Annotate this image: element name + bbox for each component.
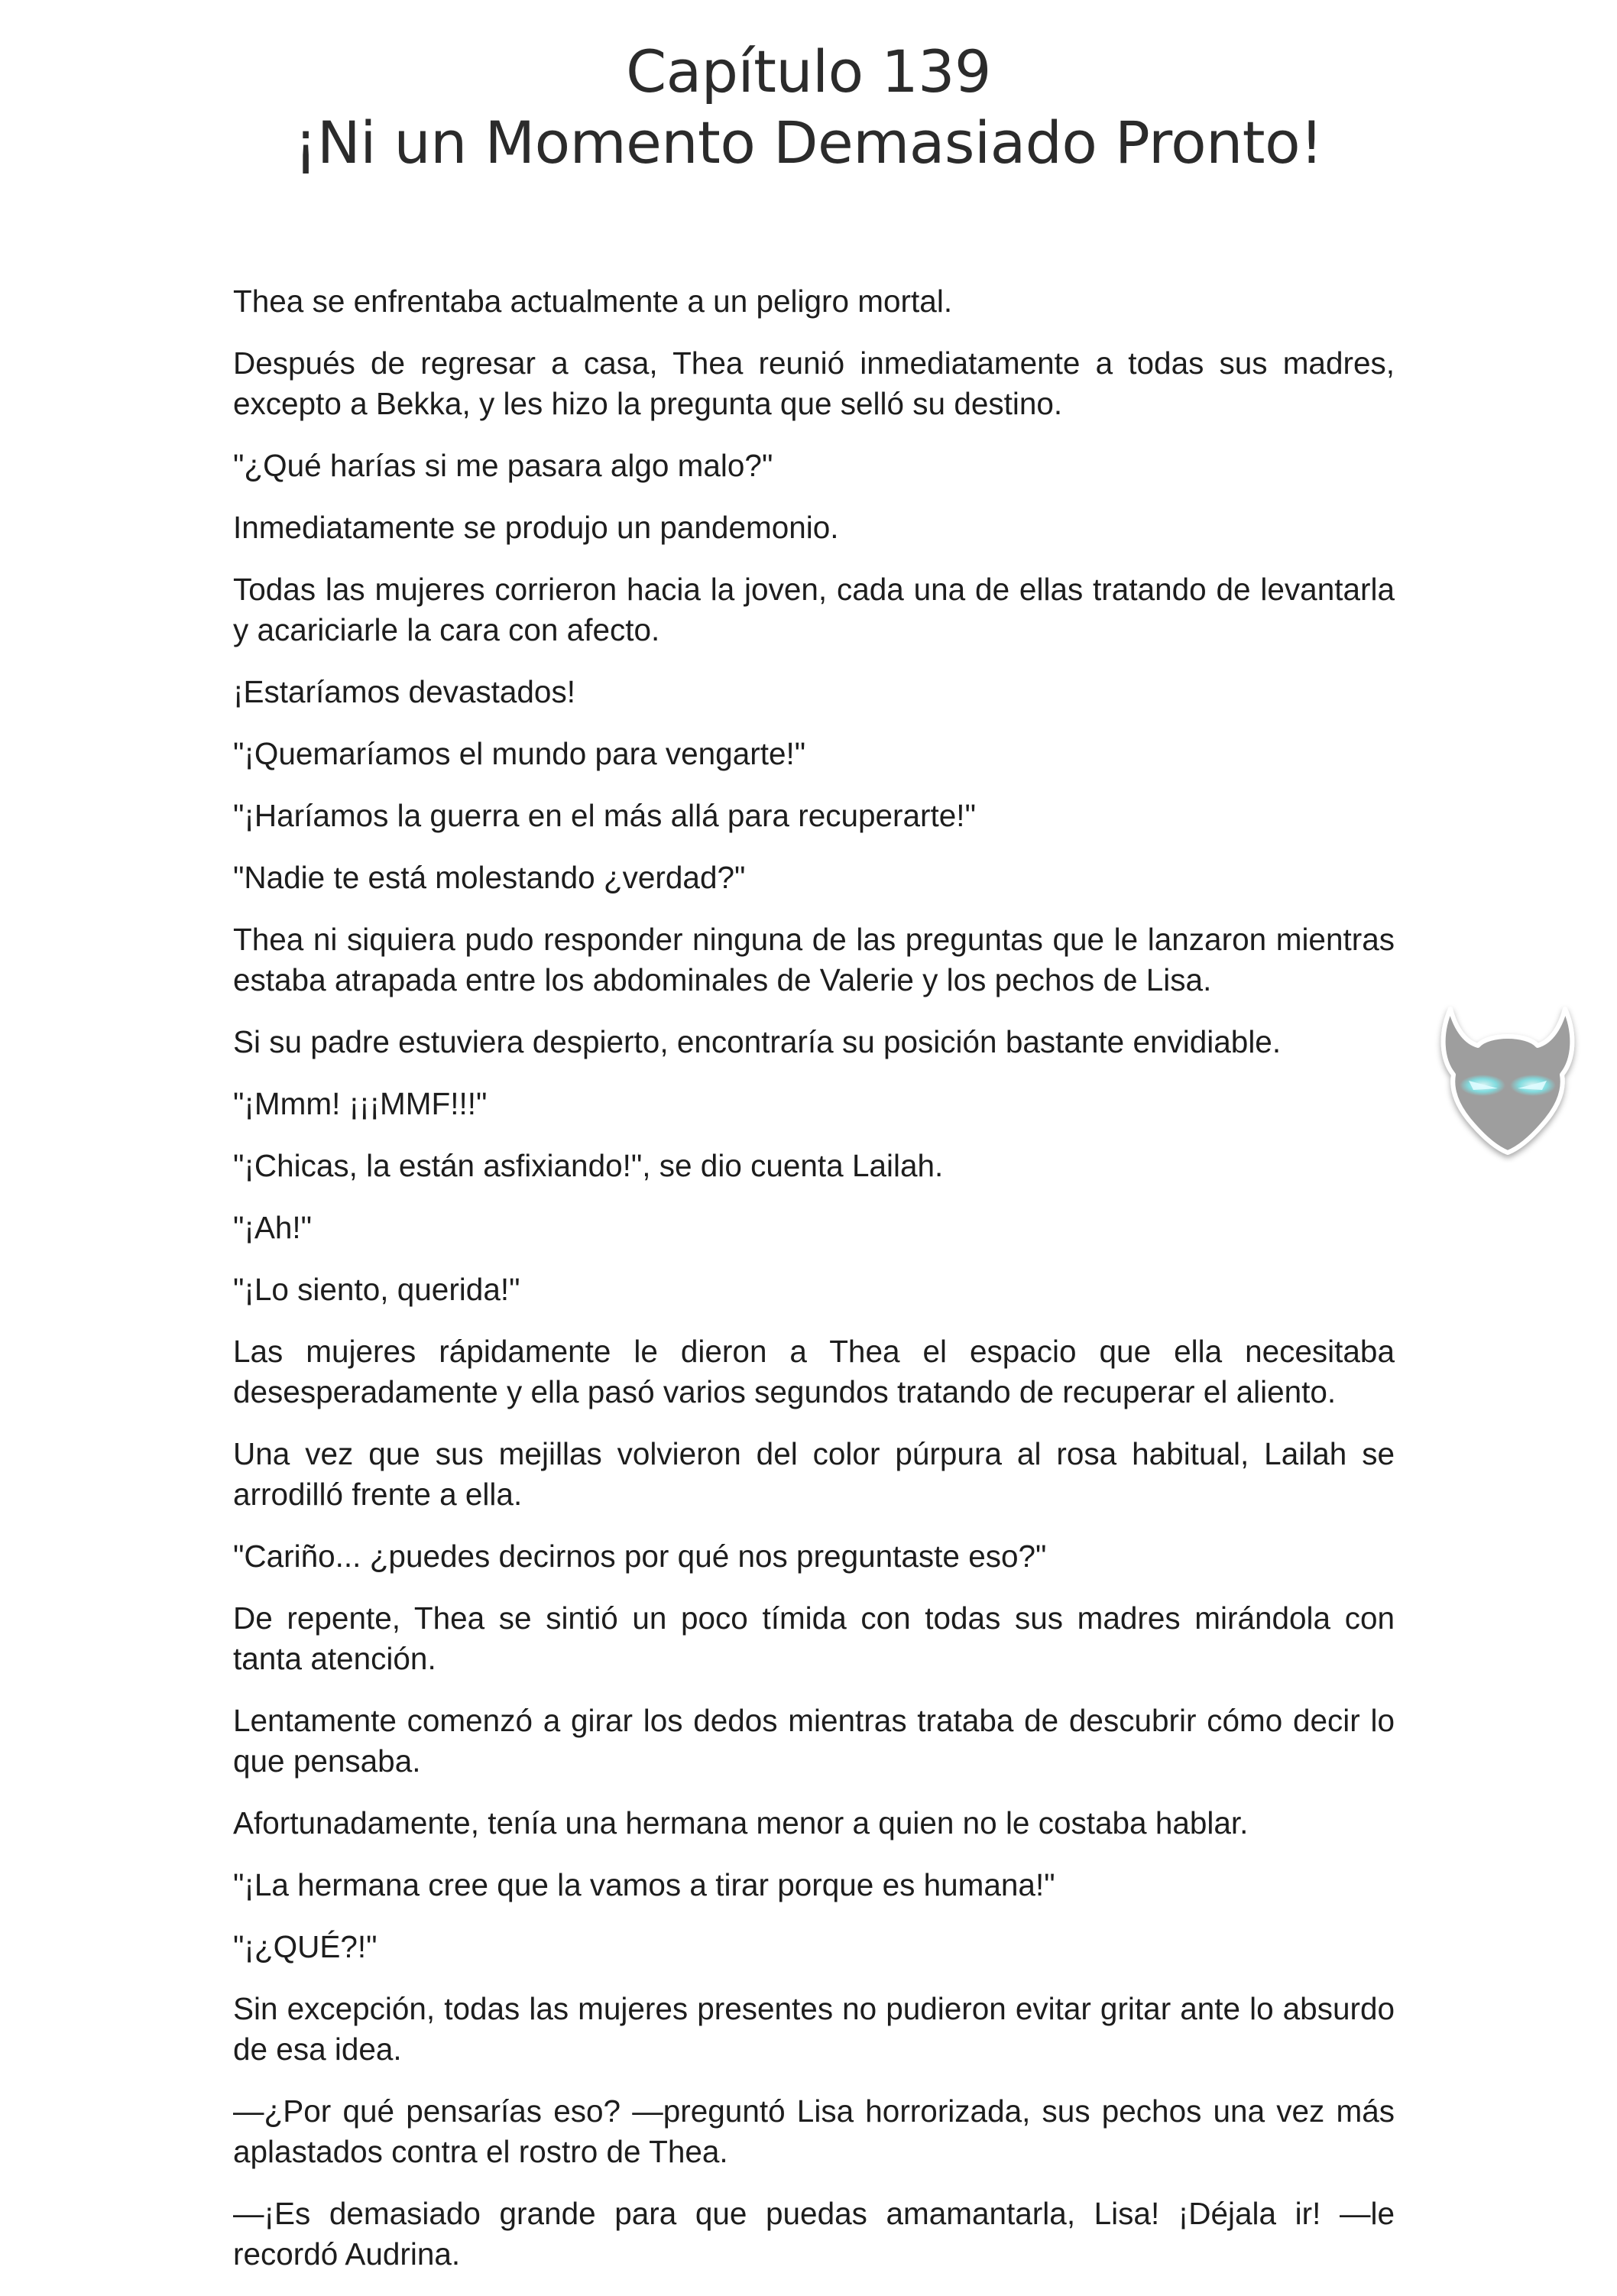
chapter-body [233,281,1395,2296]
paragraph: "Nadie te está molestando ¿verdad?" [233,860,746,895]
chapter-heading [0,37,1617,178]
paragraph: "¿Qué harías si me pasara algo malo?" [233,448,773,483]
paragraph: "¡La hermana cree que la vamos a tirar porque es humana!" [233,1867,1055,1902]
paragraph: —¿Por qué pensarías eso? —preguntó Lisa horrorizada, sus pechos una vez más aplastados contra el rostro de Thea. [233,2093,1395,2169]
paragraph: Después de regresar a casa, Thea reunió inmediatamente a todas sus madres, excepto a Bekka, y les hizo la pregunta que selló su destino. [233,345,1395,421]
paragraph: Si su padre estuviera despierto, encontraría su posición bastante envidiable. [233,1024,1282,1059]
demon-head-logo-icon [1427,995,1588,1163]
paragraph: "¡Mmm! ¡¡¡MMF!!!" [233,1086,488,1121]
paragraph: Inmediatamente se produjo un pandemonio. [233,510,839,545]
paragraph: "¡Lo siento, querida!" [233,1272,520,1307]
paragraph: Thea ni siquiera pudo responder ninguna de las preguntas que le lanzaron mientras estaba atrapada entre los abdominales de Valerie y los pechos de Lisa. [233,922,1395,997]
paragraph: "¡Haríamos la guerra en el más allá para recuperarte!" [233,798,976,833]
paragraph: "¡¿QUÉ?!" [233,1929,378,1964]
paragraph: De repente, Thea se sintió un poco tímida con todas sus madres mirándola con tanta atención. [233,1600,1395,1676]
paragraph: —¡Es demasiado grande para que puedas amamantarla, Lisa! ¡Déjala ir! —le recordó Audrina. [233,2196,1395,2272]
paragraph: "¡Chicas, la están asfixiando!", se dio cuenta Lailah. [233,1148,944,1183]
chapter-title: ¡Ni un Momento Demasiado Pronto! [293,108,1324,177]
paragraph: Lentamente comenzó a girar los dedos mientras trataba de descubrir cómo decir lo que pensaba. [233,1703,1395,1779]
paragraph: ¡Estaríamos devastados! [233,674,575,709]
paragraph: Todas las mujeres corrieron hacia la joven, cada una de ellas tratando de levantarla y acariciarle la cara con afecto. [233,572,1395,647]
paragraph: Afortunadamente, tenía una hermana menor a quien no le costaba hablar. [233,1805,1249,1840]
paragraph: Una vez que sus mejillas volvieron del color púrpura al rosa habitual, Lailah se arrodilló frente a ella. [233,1436,1395,1512]
paragraph: Sin excepción, todas las mujeres presentes no pudieron evitar gritar ante lo absurdo de esa idea. [233,1991,1395,2067]
paragraph: Thea se enfrentaba actualmente a un peligro mortal. [233,284,953,319]
paragraph: "Cariño... ¿puedes decirnos por qué nos preguntaste eso?" [233,1539,1047,1574]
paragraph: "¡Ah!" [233,1210,313,1245]
paragraph: Las mujeres rápidamente le dieron a Thea el espacio que ella necesitaba desesperadamente y ella pasó varios segundos tratando de recuperar el aliento. [233,1334,1395,1409]
chapter-label: Capítulo 139 [626,37,991,105]
paragraph: "¡Quemaríamos el mundo para vengarte!" [233,736,806,771]
